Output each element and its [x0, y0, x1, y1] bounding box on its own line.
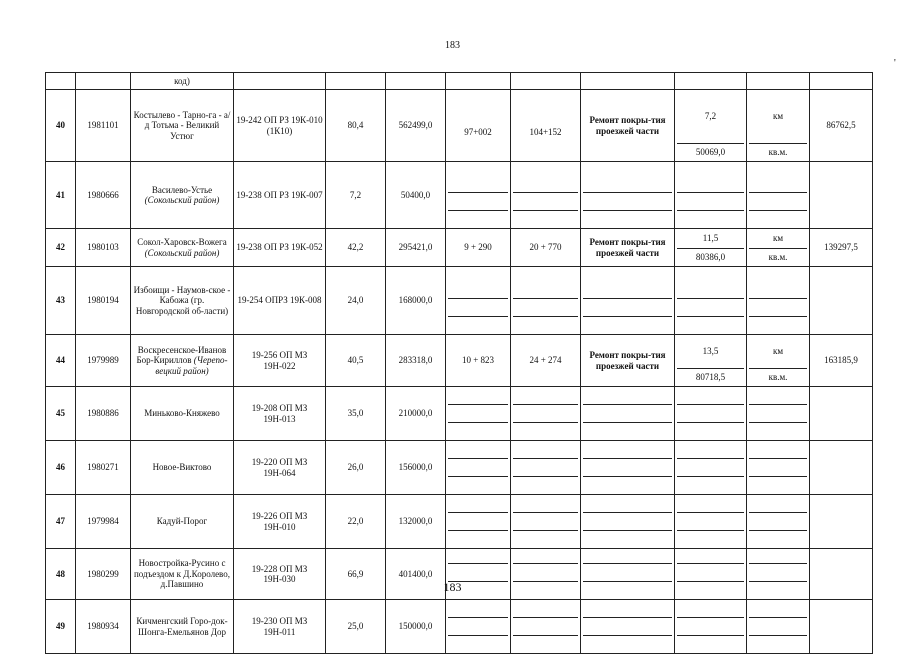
road-name-cell [131, 387, 234, 441]
km-start-lines-line [448, 495, 508, 513]
work-type-lines [581, 441, 675, 495]
road-name: Кичменгский Горо-док- Шонга-Емельянов Дор [136, 616, 228, 637]
km-end-lines-line [513, 459, 578, 477]
km-end-lines-line [513, 267, 578, 299]
quantity-lines-line [677, 299, 744, 317]
unit [747, 90, 810, 162]
object-code: 1980666 [76, 162, 131, 229]
road-name-cell [131, 600, 234, 654]
object-code: 1979989 [76, 335, 131, 387]
unit-lines-line [749, 423, 807, 441]
road-length: 80,4 [326, 90, 386, 162]
road-name-cell [131, 162, 234, 229]
unit-line: км [749, 335, 807, 369]
km-end-lines-line [513, 477, 578, 495]
km-start: 9 + 290 [446, 229, 511, 267]
table-row [46, 90, 873, 162]
road-length: 24,0 [326, 267, 386, 335]
work-type-lines-line [583, 423, 672, 441]
work-type-lines [581, 162, 675, 229]
object-code: 1980271 [76, 441, 131, 495]
work-type-lines-line [583, 317, 672, 335]
repair-cost: 163185,9 [810, 335, 873, 387]
km-start-lines-line [448, 549, 508, 564]
road-id: 19-208 ОП МЗ 19Н-013 [234, 387, 326, 441]
row-number: 42 [46, 229, 76, 267]
km-start-cell [446, 90, 511, 162]
road-name: Миньково-Княжево [144, 408, 220, 419]
unit-lines-line [749, 162, 807, 193]
quantity-line: 7,2 [677, 90, 744, 144]
repair-cost [810, 387, 873, 441]
km-end-lines-line [513, 299, 578, 317]
quantity-lines-line [677, 513, 744, 531]
km-start-lines-line [448, 441, 508, 459]
row-number: 45 [46, 387, 76, 441]
unit-lines [747, 495, 810, 549]
table-row [46, 267, 873, 335]
road-length: 22,0 [326, 495, 386, 549]
unit-lines-line [749, 513, 807, 531]
quantity-lines-line [677, 600, 744, 618]
work-type-lines-line [583, 299, 672, 317]
km-end-lines [511, 267, 581, 335]
row-number: 49 [46, 600, 76, 654]
road-length: 7,2 [326, 162, 386, 229]
road-id: 19-238 ОП РЗ 19К-052 [234, 229, 326, 267]
km-start-lines [446, 600, 511, 654]
table-row [46, 229, 873, 267]
km-end-lines [511, 600, 581, 654]
unit-lines [747, 267, 810, 335]
row-number: 41 [46, 162, 76, 229]
work-type-lines-line [583, 387, 672, 405]
quantity-lines [675, 441, 747, 495]
km-start-lines-line [448, 211, 508, 229]
work-type-lines [581, 267, 675, 335]
work-type-lines-line [583, 459, 672, 477]
table-row-header-continuation [46, 73, 873, 90]
road-id: 19-254 ОПРЗ 19К-008 [234, 267, 326, 335]
km-start-lines-line [448, 600, 508, 618]
unit-lines-line [749, 636, 807, 654]
unit-lines-line [749, 193, 807, 211]
quantity-line: 80386,0 [695, 252, 726, 263]
work-type-lines-line [583, 211, 672, 229]
unit-line: кв.м. [768, 147, 788, 158]
repair-cost [810, 267, 873, 335]
row-number: 46 [46, 441, 76, 495]
road-id: 19-256 ОП МЗ 19Н-022 [234, 335, 326, 387]
object-code: 1980934 [76, 600, 131, 654]
unit-line: км [749, 229, 807, 249]
repair-cost [810, 441, 873, 495]
repair-cost: 139297,5 [810, 229, 873, 267]
object-code: 1981101 [76, 90, 131, 162]
page-number-top: 183 [445, 40, 460, 51]
quantity-line: 11,5 [677, 229, 744, 249]
km-end: 24 + 274 [511, 335, 581, 387]
unit-lines-line [749, 477, 807, 495]
unit-lines-line [749, 564, 807, 582]
road-name: Сокол-Харовск-Вожега [137, 237, 227, 248]
work-type-lines-line [583, 477, 672, 495]
work-type-lines [581, 495, 675, 549]
amount: 295421,0 [386, 229, 446, 267]
quantity-lines [675, 162, 747, 229]
repair-cost: 86762,5 [810, 90, 873, 162]
amount: 150000,0 [386, 600, 446, 654]
unit-lines [747, 441, 810, 495]
row-number: 47 [46, 495, 76, 549]
row-number: 40 [46, 90, 76, 162]
work-type-lines [581, 387, 675, 441]
work-type: Ремонт покры-тия проезжей части [581, 90, 675, 162]
km-start-lines-line [448, 618, 508, 636]
road-id: 19-242 ОП РЗ 19К-010 (1К10) [234, 90, 326, 162]
quantity-lines-line [677, 636, 744, 654]
km-end-lines [511, 162, 581, 229]
object-code: 1980103 [76, 229, 131, 267]
row-number: 44 [46, 335, 76, 387]
unit-lines-line [749, 317, 807, 335]
road-id: 19-230 ОП МЗ 19Н-011 [234, 600, 326, 654]
road-name: Кадуй-Порог [156, 516, 208, 527]
quantity-line: 80718,5 [695, 372, 726, 383]
quantity-lines-line [677, 549, 744, 564]
km-start-lines [446, 441, 511, 495]
unit-lines-line [749, 495, 807, 513]
amount: 562499,0 [386, 90, 446, 162]
quantity-lines-line [677, 387, 744, 405]
quantity-lines-line [677, 531, 744, 549]
amount: 156000,0 [386, 441, 446, 495]
table-body [46, 90, 873, 654]
km-start: 97+002 [464, 127, 492, 138]
quantity-lines [675, 495, 747, 549]
km-end-lines-line [513, 423, 578, 441]
work-type-lines-line [583, 636, 672, 654]
table-row [46, 335, 873, 387]
quantity-lines-line [677, 423, 744, 441]
km-end-lines-line [513, 211, 578, 229]
km-end-lines [511, 441, 581, 495]
quantity-lines-line [677, 267, 744, 299]
work-type-lines [581, 600, 675, 654]
work-type-lines-line [583, 531, 672, 549]
road-length: 42,2 [326, 229, 386, 267]
unit [747, 335, 810, 387]
work-type-lines-line [583, 495, 672, 513]
km-start-lines-line [448, 162, 508, 193]
road-name-cell [131, 335, 234, 387]
km-end-lines-line [513, 513, 578, 531]
km-start-lines-line [448, 564, 508, 582]
unit-lines [747, 162, 810, 229]
km-start-lines-line [448, 459, 508, 477]
unit-line: кв.м. [768, 252, 788, 263]
km-start-lines-line [448, 193, 508, 211]
work-type-lines-line [583, 513, 672, 531]
road-name-cell [131, 441, 234, 495]
road-name-cell [131, 495, 234, 549]
quantity-lines [675, 267, 747, 335]
km-end-lines [511, 387, 581, 441]
road-id: 19-238 ОП РЗ 19К-007 [234, 162, 326, 229]
row-number: 43 [46, 267, 76, 335]
km-start-lines-line [448, 317, 508, 335]
km-end-lines-line [513, 317, 578, 335]
work-type: Ремонт покры-тия проезжей части [581, 335, 675, 387]
quantity-lines-line [677, 193, 744, 211]
km-end-lines-line [513, 441, 578, 459]
km-start-lines-line [448, 423, 508, 441]
unit-lines-line [749, 531, 807, 549]
amount: 168000,0 [386, 267, 446, 335]
km-end-lines-line [513, 193, 578, 211]
unit-lines-line [749, 618, 807, 636]
km-end-lines-line [513, 531, 578, 549]
road-name: Новостройка-Русино с подъездом к Д.Королево, д.Павшино [133, 558, 230, 590]
km-end-lines-line [513, 600, 578, 618]
road-district: (Сокольский район) [144, 247, 220, 258]
km-start-lines [446, 267, 511, 335]
road-length: 66,9 [326, 549, 386, 600]
unit-lines-line [749, 459, 807, 477]
unit-lines-line [749, 549, 807, 564]
quantity [675, 335, 747, 387]
km-start-lines [446, 495, 511, 549]
work-type: Ремонт покры-тия проезжей части [581, 229, 675, 267]
quantity [675, 90, 747, 162]
km-start-lines [446, 387, 511, 441]
road-district: (Черепо-вецкий район) [155, 355, 228, 376]
road-id: 19-226 ОП МЗ 19Н-010 [234, 495, 326, 549]
road-length: 40,5 [326, 335, 386, 387]
km-end: 104+152 [529, 127, 562, 138]
km-end-lines-line [513, 549, 578, 564]
repair-cost [810, 495, 873, 549]
km-end-lines-line [513, 636, 578, 654]
quantity-lines-line [677, 618, 744, 636]
quantity-lines-line [677, 477, 744, 495]
work-type-lines-line [583, 564, 672, 582]
road-name: Воскресенское-Иванов Бор-Кириллов [136, 344, 227, 366]
km-end-cell [511, 90, 581, 162]
work-type-lines-line [583, 162, 672, 193]
edge-mark: ' [894, 58, 896, 69]
unit-lines [747, 600, 810, 654]
quantity-lines-line [677, 405, 744, 423]
quantity-lines-line [677, 564, 744, 582]
quantity-lines-line [677, 211, 744, 229]
km-start-lines-line [448, 267, 508, 299]
table-row [46, 441, 873, 495]
road-name: Новое-Виктово [152, 462, 212, 473]
object-code: 1980194 [76, 267, 131, 335]
km-end-lines-line [513, 162, 578, 193]
km-start-lines-line [448, 513, 508, 531]
km-end-lines-line [513, 405, 578, 423]
unit-line: кв.м. [768, 372, 788, 383]
unit-lines-line [749, 441, 807, 459]
work-type-lines-line [583, 618, 672, 636]
road-repair-table [45, 72, 873, 654]
quantity-lines-line [677, 162, 744, 193]
road-length: 35,0 [326, 387, 386, 441]
km-end-lines-line [513, 495, 578, 513]
row-number: 48 [46, 549, 76, 600]
quantity-line: 13,5 [677, 335, 744, 369]
km-start-lines-line [448, 387, 508, 405]
object-code: 1979984 [76, 495, 131, 549]
road-name: Избоищи - Наумов-ское - Кабожа (гр. Новгородской об-ласти) [133, 284, 231, 316]
amount: 401400,0 [386, 549, 446, 600]
road-name-cell [131, 90, 234, 162]
unit-lines [747, 387, 810, 441]
work-type-lines-line [583, 441, 672, 459]
quantity-lines [675, 600, 747, 654]
road-id: 19-220 ОП МЗ 19Н-064 [234, 441, 326, 495]
km-start-lines-line [448, 477, 508, 495]
table-row [46, 387, 873, 441]
quantity-lines-line [677, 495, 744, 513]
unit [747, 229, 810, 267]
quantity-lines [675, 387, 747, 441]
quantity [675, 229, 747, 267]
km-start-lines [446, 162, 511, 229]
work-type-lines-line [583, 549, 672, 564]
table-row [46, 162, 873, 229]
road-length: 26,0 [326, 441, 386, 495]
unit-lines-line [749, 387, 807, 405]
name-fragment: код) [131, 73, 234, 90]
object-code: 1980299 [76, 549, 131, 600]
road-name-cell [131, 229, 234, 267]
road-district: (Сокольский район) [144, 195, 220, 205]
km-start-lines-line [448, 299, 508, 317]
km-end-lines [511, 495, 581, 549]
km-end-lines-line [513, 618, 578, 636]
unit-lines-line [749, 211, 807, 229]
road-id: 19-228 ОП МЗ 19Н-030 [234, 549, 326, 600]
road-length: 25,0 [326, 600, 386, 654]
unit-lines-line [749, 600, 807, 618]
quantity-lines-line [677, 441, 744, 459]
work-type-lines-line [583, 405, 672, 423]
page-number-bottom: 183 [443, 580, 462, 594]
amount: 210000,0 [386, 387, 446, 441]
amount: 132000,0 [386, 495, 446, 549]
road-name: Василево-Устье [151, 184, 213, 195]
km-end-lines-line [513, 564, 578, 582]
repair-cost [810, 162, 873, 229]
amount: 50400,0 [386, 162, 446, 229]
quantity-lines-line [677, 317, 744, 335]
unit-lines-line [749, 299, 807, 317]
table-row [46, 495, 873, 549]
unit-line: км [749, 90, 807, 144]
km-end: 20 + 770 [511, 229, 581, 267]
object-code: 1980886 [76, 387, 131, 441]
quantity-lines-line [677, 459, 744, 477]
unit-lines-line [749, 267, 807, 299]
km-end-lines-line [513, 387, 578, 405]
work-type-lines-line [583, 600, 672, 618]
road-name-cell [131, 267, 234, 335]
work-type-lines-line [583, 267, 672, 299]
road-name: Костылево - Тарно-га - а/д Тотьма - Великий Устюг [133, 109, 231, 141]
km-start-lines-line [448, 531, 508, 549]
unit-lines-line [749, 405, 807, 423]
work-type-lines-line [583, 193, 672, 211]
quantity-line: 50069,0 [695, 147, 726, 158]
km-start: 10 + 823 [446, 335, 511, 387]
amount: 283318,0 [386, 335, 446, 387]
km-start-lines-line [448, 405, 508, 423]
repair-cost [810, 600, 873, 654]
table-row [46, 600, 873, 654]
km-start-lines-line [448, 636, 508, 654]
